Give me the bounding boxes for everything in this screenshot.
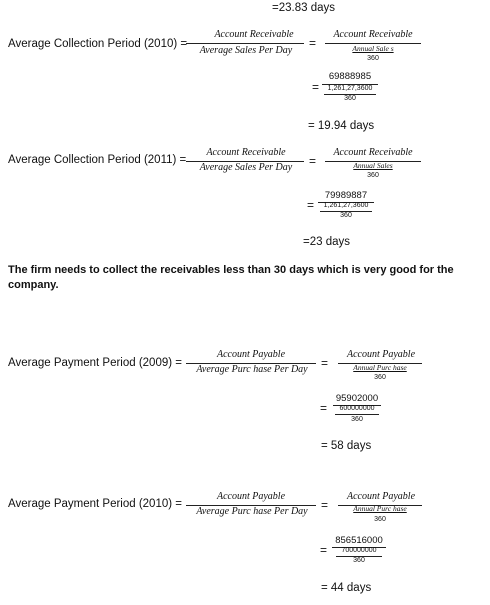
equals-sign-2: = xyxy=(320,543,328,557)
fraction-numerator: Account Receivable xyxy=(206,147,286,158)
annual-purchase-label: Annual Purc hase xyxy=(353,363,407,372)
days-divisor: 360 xyxy=(374,516,386,523)
formula-result: = 44 days xyxy=(321,582,372,594)
annual-sales-label: Annual Sales xyxy=(353,161,393,170)
fraction-denominator: Average Purc hase Per Day xyxy=(196,364,308,375)
value-divisor: 360 xyxy=(344,95,356,102)
payable-value: 856516000 xyxy=(335,535,383,546)
fraction-denominator: Average Purc hase Per Day xyxy=(196,506,308,517)
equals-sign-2: = xyxy=(307,198,315,212)
formula-label: Average Collection Period (2010) = xyxy=(8,38,188,50)
top-result: =23.83 days xyxy=(272,2,335,14)
fraction-numerator: Account Receivable xyxy=(214,29,294,40)
equals-sign-2: = xyxy=(312,80,320,94)
equals-sign: = xyxy=(309,36,317,50)
payable-value: 95902000 xyxy=(335,393,379,404)
purchase-value: 700000000 xyxy=(341,547,377,554)
formula-label: Average Payment Period (2010) = xyxy=(8,498,182,510)
annual-sales-value: 1,261,27,3600 xyxy=(327,85,373,92)
days-divisor: 360 xyxy=(367,172,379,179)
receivables-note: The firm needs to collect the receivables less than 30 days which is very good for the company. xyxy=(8,264,454,291)
value-sub-bar xyxy=(335,414,379,415)
value-divisor: 360 xyxy=(351,416,363,423)
fraction-numerator: Account Payable xyxy=(216,491,286,502)
equals-sign: = xyxy=(321,498,329,512)
fraction-denominator: Average Sales Per Day xyxy=(199,162,293,173)
days-divisor: 360 xyxy=(367,55,379,62)
value-divisor: 360 xyxy=(353,557,365,564)
fraction-denominator: Average Sales Per Day xyxy=(199,45,293,56)
formula-result: = 58 days xyxy=(321,440,372,452)
days-divisor: 360 xyxy=(374,374,386,381)
fraction-bar xyxy=(186,43,304,44)
annual-sales-label: Annual Sale s xyxy=(352,44,394,53)
annual-sales-value: 1,261,27,3600 xyxy=(323,202,369,209)
formula-result: = 19.94 days xyxy=(308,120,375,132)
formula-result: =23 days xyxy=(303,236,350,248)
equals-sign-2: = xyxy=(320,401,328,415)
value-divisor: 360 xyxy=(340,212,352,219)
equals-sign: = xyxy=(309,154,317,168)
fraction-numerator-2: Account Receivable xyxy=(333,147,413,158)
fraction-numerator: Account Payable xyxy=(216,349,286,360)
fraction-numerator-2: Account Payable xyxy=(346,491,416,502)
formula-label: Average Payment Period (2009) = xyxy=(8,357,182,369)
equals-sign: = xyxy=(321,356,329,370)
annual-purchase-label: Annual Purc hase xyxy=(353,504,407,513)
receivable-value: 79989887 xyxy=(324,190,368,201)
fraction-numerator-2: Account Receivable xyxy=(333,29,413,40)
fraction-numerator-2: Account Payable xyxy=(346,349,416,360)
receivable-value: 69888985 xyxy=(328,71,372,82)
purchase-value: 600000000 xyxy=(339,405,375,412)
formula-label: Average Collection Period (2011) = xyxy=(8,154,187,166)
